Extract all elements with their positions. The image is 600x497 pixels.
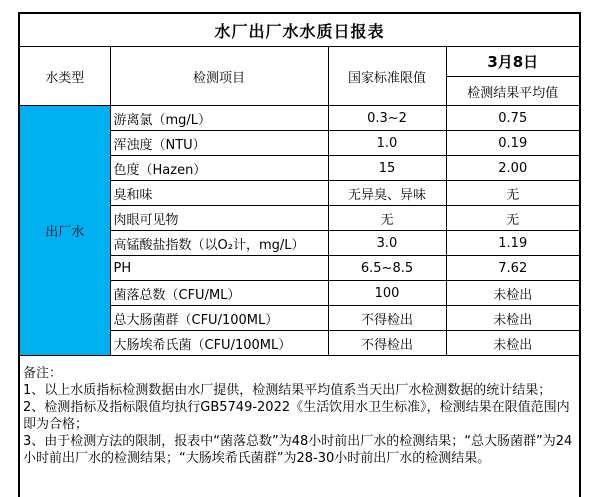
cell-item: 色度（Hazen） xyxy=(110,156,328,181)
cell-result: 2.00 xyxy=(446,156,580,181)
cell-item: PH xyxy=(110,256,328,281)
cell-standard: 15 xyxy=(328,156,446,181)
cell-item: 游离氯（mg/L） xyxy=(110,106,328,131)
cell-result: 未检出 xyxy=(446,281,580,306)
header-date: 3月8日 xyxy=(446,47,580,77)
cell-result: 未检出 xyxy=(446,306,580,331)
cell-standard: 1.0 xyxy=(328,131,446,156)
note-line-1: 1、以上水质指标检测数据由水厂提供，检测结果平均值系当天出厂水检测数据的统计结果； xyxy=(23,383,552,398)
cell-standard: 不得检出 xyxy=(328,306,446,331)
cell-standard: 无异臭、异味 xyxy=(328,181,446,206)
cell-item: 浑浊度（NTU） xyxy=(110,131,328,156)
header-test-item: 检测项目 xyxy=(110,47,328,106)
cell-item: 肉眼可见物 xyxy=(110,206,328,231)
note-line-3: 3、由于检测方法的限制，报表中“菌落总数”为48小时前出厂水的检测结果；“总大肠菌群”为24小时前出厂水的检测结果；“大肠埃希氏菌群”为28-30小时前出厂水的检测结果。 xyxy=(23,434,573,466)
cell-item: 高锰酸盐指数（以O₂计，mg/L） xyxy=(110,231,328,256)
note-line-2: 2、检测指标及指标限值均执行GB5749-2022《生活饮用水卫生标准》，检测结果在限值范围内即为合格； xyxy=(23,400,570,432)
cell-result: 7.62 xyxy=(446,256,580,281)
cell-result: 未检出 xyxy=(446,331,580,356)
cell-standard: 3.0 xyxy=(328,231,446,256)
header-result-average: 检测结果平均值 xyxy=(446,77,580,106)
cell-standard: 不得检出 xyxy=(328,331,446,356)
cell-standard: 无 xyxy=(328,206,446,231)
cell-item: 菌落总数（CFU/ML） xyxy=(110,281,328,306)
cell-result: 无 xyxy=(446,206,580,231)
header-water-type: 水类型 xyxy=(19,47,110,106)
cell-standard: 6.5~8.5 xyxy=(328,256,446,281)
cell-result: 0.19 xyxy=(446,131,580,156)
cell-item: 大肠埃希氏菌（CFU/100ML） xyxy=(110,331,328,356)
report-title: 水厂出厂水水质日报表 xyxy=(19,13,580,47)
cell-result: 无 xyxy=(446,181,580,206)
table-row xyxy=(19,106,580,131)
notes-label: 备注： xyxy=(23,366,63,381)
notes-cell xyxy=(19,356,580,497)
water-type-cell: 出厂水 xyxy=(19,106,110,356)
cell-item: 总大肠菌群（CFU/100ML） xyxy=(110,306,328,331)
water-quality-table xyxy=(18,12,581,497)
cell-result: 0.75 xyxy=(446,106,580,131)
cell-item: 臭和味 xyxy=(110,181,328,206)
cell-standard: 0.3~2 xyxy=(328,106,446,131)
cell-standard: 100 xyxy=(328,281,446,306)
cell-result: 1.19 xyxy=(446,231,580,256)
header-national-standard: 国家标准限值 xyxy=(328,47,446,106)
